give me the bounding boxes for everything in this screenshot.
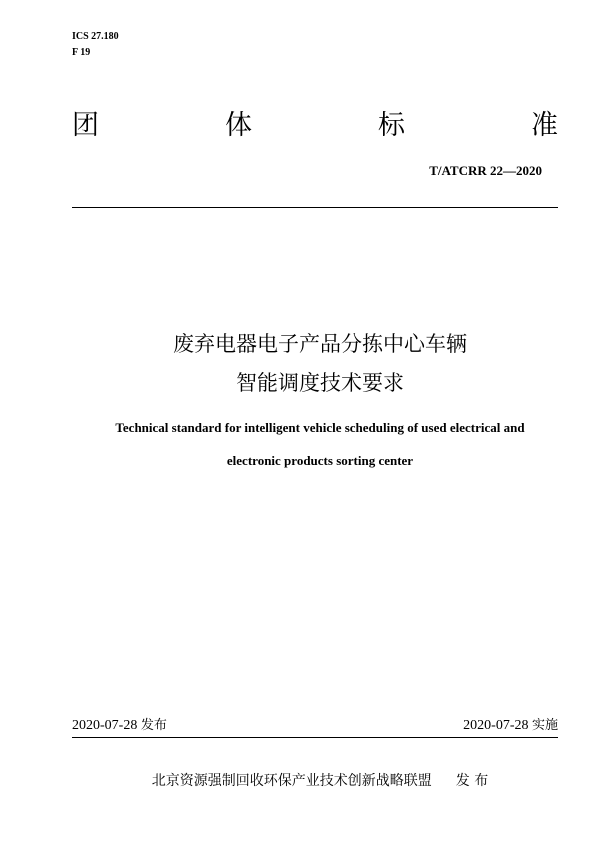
implement-label: 实施: [531, 718, 558, 733]
date-row: [72, 716, 558, 736]
publish-action: 发 布: [455, 773, 489, 789]
ccs-code: F 19: [72, 47, 91, 58]
title-cn-line2: 智能调度技术要求: [236, 371, 404, 395]
bottom-divider: [72, 737, 558, 738]
title-en-line1: Technical standard for intelligent vehicle scheduling of used electrical and: [115, 420, 525, 435]
standard-type-char: 体: [225, 110, 252, 141]
title-en-line2: electronic products sorting center: [226, 453, 414, 468]
implement-date-block: [463, 717, 558, 735]
ics-code: ICS 27.180: [72, 31, 119, 42]
publisher-row: [40, 771, 600, 791]
release-label: 发布: [140, 718, 167, 733]
standard-number: T/ATCRR 22—2020: [429, 163, 542, 178]
release-date: 2020-07-28: [72, 718, 138, 733]
release-date-block: [72, 717, 167, 735]
publisher-name: 北京资源强制回收环保产业技术创新战略联盟: [151, 773, 432, 789]
implement-date: 2020-07-28: [463, 718, 529, 733]
standard-type-char: 准: [531, 110, 558, 141]
title-cn-line1: 废弃电器电子产品分拣中心车辆: [173, 332, 467, 356]
standard-type-char: 标: [378, 110, 405, 141]
standard-type-heading: [72, 108, 558, 144]
top-divider: [72, 207, 558, 208]
standard-type-char: 团: [72, 110, 99, 141]
